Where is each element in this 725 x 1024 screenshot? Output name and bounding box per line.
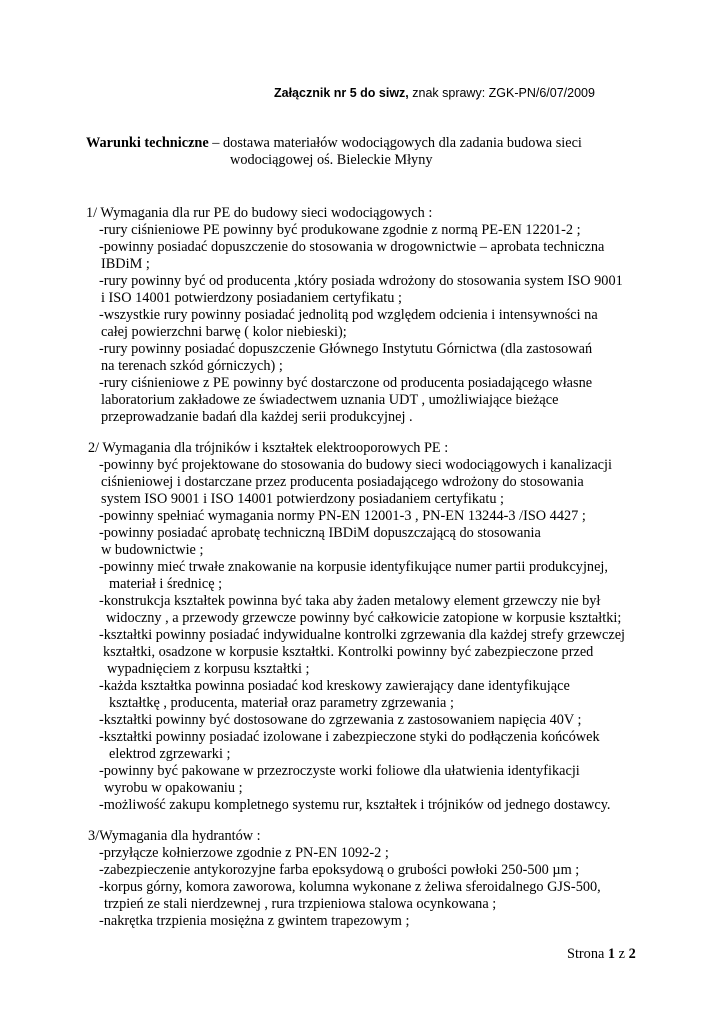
list-item: elektrod zgrzewarki ; [109,746,231,762]
list-item: -kształtki powinny posiadać izolowane i zabezpieczone styki do podłączenia końcówek [99,729,600,745]
attachment-number: Załącznik nr 5 do siwz, [274,86,409,100]
section-heading: 1/ Wymagania dla rur PE do budowy sieci wodociągowych : [86,205,433,221]
list-item: -powinny być projektowane do stosowania do budowy sieci wodociągowych i kanalizacji [99,457,612,473]
list-item: IBDiM ; [101,256,150,272]
list-item: -przyłącze kołnierzowe zgodnie z PN-EN 1092-2 ; [99,845,389,861]
list-item: -kształtki powinny posiadać indywidualne kontrolki zgrzewania dla każdej strefy grzewczej [99,627,626,643]
list-item: wyrobu w opakowaniu ; [104,780,243,796]
list-item: całej powierzchni barwę ( kolor niebieski); [101,324,347,340]
page-number: 1 [607,946,616,962]
page-footer [567,946,636,963]
list-item: -zabezpieczenie antykorozyjne farba epoksydową o grubości powłoki 250-500 µm ; [99,862,580,878]
case-reference: znak sprawy: ZGK-PN/6/07/2009 [408,86,595,100]
page-separator: z [615,946,629,962]
document-title [86,135,582,169]
list-item: na terenach szkód górniczych) ; [101,358,283,374]
list-item: -wszystkie rury powinny posiadać jednolitą pod względem odcienia i intensywności na [99,307,598,323]
list-item: -powinny mieć trwałe znakowanie na korpusie identyfikujące numer partii produkcyjnej, [99,559,608,575]
list-item: trzpień ze stali nierdzewnej , rura trzpieniowa stalowa ocynkowana ; [104,896,497,912]
list-item: -powinny posiadać aprobatę techniczną IBDiM dopuszczającą do stosowania [99,525,541,541]
page-total: 2 [628,946,636,962]
list-item: -możliwość zakupu kompletnego systemu rur, kształtek i trójników od jednego dostawcy. [99,797,611,813]
title-text-2: wodociągowej oś. Bieleckie Młyny [230,152,433,168]
list-item: -rury ciśnieniowe z PE powinny być dostarczone od producenta posiadającego własne [99,375,593,391]
list-item: kształtki, osadzone w korpusie kształtki. Kontrolki powinny być zabezpieczone przed [103,644,594,660]
list-item: i ISO 14001 potwierdzony posiadaniem certyfikatu ; [101,290,402,306]
list-item: kształtkę , producenta, materiał oraz parametry zgrzewania ; [109,695,454,711]
list-item: -rury powinny posiadać dopuszczenie Głównego Instytutu Górnictwa (dla zastosowań [99,341,593,357]
attachment-header [274,86,595,100]
list-item: ciśnieniowej i dostarczane przez producenta posiadającego wdrożony do stosowania [101,474,584,490]
list-item: -powinny posiadać dopuszczenie do stosowania w drogownictwie – aprobata techniczna [99,239,605,255]
title-text-1: – dostawa materiałów wodociągowych dla zadania budowa sieci [208,135,582,151]
list-item: przeprowadzanie badań dla każdej serii produkcyjnej . [101,409,413,425]
list-item: system ISO 9001 i ISO 14001 potwierdzony posiadaniem certyfikatu ; [101,491,505,507]
list-item: wypadnięciem z korpusu kształtki ; [107,661,310,677]
list-item: materiał i średnicę ; [109,576,223,592]
list-item: -korpus górny, komora zaworowa, kolumna wykonane z żeliwa sferoidalnego GJS-500, [99,879,601,895]
list-item: laboratorium zakładowe ze świadectwem uznania UDT , umożliwiające bieżące [101,392,559,408]
list-item: w budownictwie ; [101,542,204,558]
list-item: -powinny być pakowane w przezroczyste worki foliowe dla ułatwienia identyfikacji [99,763,580,779]
list-item: -rury powinny być od producenta ,który posiada wdrożony do stosowania system ISO 9001 [99,273,623,289]
list-item: -konstrukcja kształtek powinna być taka aby żaden metalowy element grzewczy nie był [99,593,601,609]
list-item: widoczny , a przewody grzewcze powinny być całkowicie zatopione w korpusie kształtki; [106,610,622,626]
list-item: -każda kształtka powinna posiadać kod kreskowy zawierający dane identyfikujące [99,678,570,694]
list-item: -rury ciśnieniowe PE powinny być produkowane zgodnie z normą PE-EN 12201-2 ; [99,222,581,238]
section-heading: 2/ Wymagania dla trójników i kształtek elektrooporowych PE : [88,440,449,456]
title-bold: Warunki techniczne [86,135,209,151]
list-item: -kształtki powinny być dostosowane do zgrzewania z zastosowaniem napięcia 40V ; [99,712,582,728]
list-item: -nakrętka trzpienia mosiężna z gwintem trapezowym ; [99,913,410,929]
page-label: Strona [567,946,608,962]
section-heading: 3/Wymagania dla hydrantów : [88,828,261,844]
list-item: -powinny spełniać wymagania normy PN-EN 12001-3 , PN-EN 13244-3 /ISO 4427 ; [99,508,586,524]
